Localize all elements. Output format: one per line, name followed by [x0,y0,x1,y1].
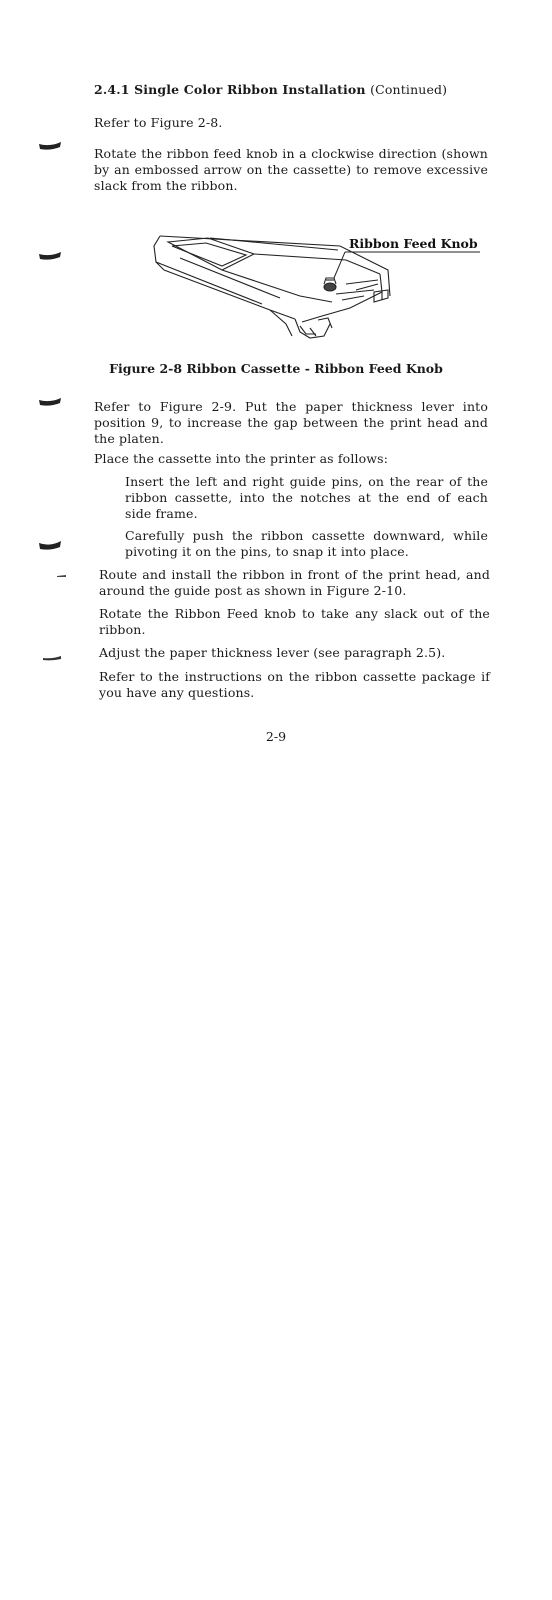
margin-mark [42,655,62,661]
paragraph: Carefully push the ribbon cassette downward, while pivoting it on the pins, to snap it into place. [125,528,488,559]
figure-callout-label: Ribbon Feed Knob [349,236,478,251]
margin-mark [38,141,62,151]
margin-mark [57,574,67,578]
paragraph: Insert the left and right guide pins, on the rear of the ribbon cassette, into the notches at the end of each side frame. [125,474,488,521]
page-number: 2-9 [265,729,287,744]
paragraph: Refer to Figure 2-9. Put the paper thickness lever into position 9, to increase the gap between the print head and the platen. [94,399,488,446]
paragraph: Adjust the paper thickness lever (see paragraph 2.5). [99,645,446,660]
paragraph: Route and install the ribbon in front of the print head, and around the guide post as shown in Figure 2-10. [99,567,490,598]
section-number: 2.4.1 [94,82,130,97]
margin-mark [38,251,62,261]
paragraph: Refer to the instructions on the ribbon cassette package if you have any questions. [99,669,490,700]
paragraph: Refer to Figure 2-8. [94,115,223,130]
section-suffix: (Continued) [370,82,448,97]
paragraph: Place the cassette into the printer as follows: [94,451,389,466]
section-title: Single Color Ribbon Installation [134,82,366,97]
figure-caption: Figure 2-8 Ribbon Cassette - Ribbon Feed Knob [109,361,443,376]
paragraph: Rotate the Ribbon Feed knob to take any slack out of the ribbon. [99,606,490,637]
margin-mark [38,540,62,552]
section-heading [94,82,488,98]
paragraph: Rotate the ribbon feed knob in a clockwise direction (shown by an embossed arrow on the cassette) to remove excessive slack from the ribbon. [94,146,488,193]
margin-mark [38,397,62,407]
ribbon-cassette-figure [150,224,490,346]
